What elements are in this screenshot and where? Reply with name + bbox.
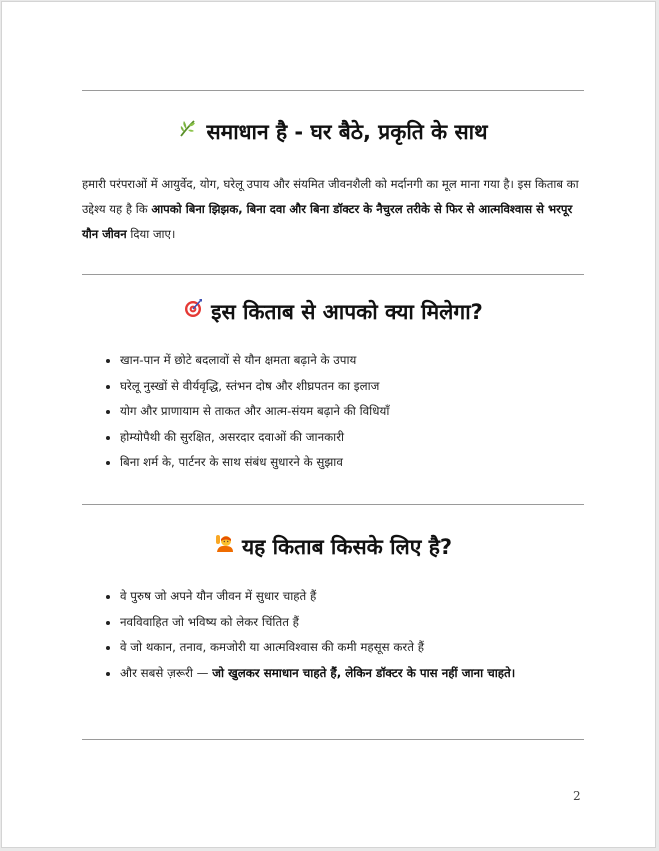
target-icon	[183, 298, 203, 318]
herb-icon	[178, 118, 198, 138]
person-raising-hand-icon	[214, 533, 234, 553]
page-number: 2	[573, 789, 581, 803]
section-heading-solution: समाधान है - घर बैठे, प्रकृति के साथ	[82, 118, 584, 146]
audience-list	[100, 584, 600, 686]
list-item: • घरेलू नुस्खों से वीर्यवृद्धि, स्तंभन दोष और शीघ्रपतन का इलाज	[120, 374, 600, 400]
list-item: • वे पुरुष जो अपने यौन जीवन में सुधार चाहते हैं	[120, 584, 600, 610]
document-page	[1, 1, 656, 848]
list-item: • नवविवाहित जो भविष्य को लेकर चिंतित हैं	[120, 610, 600, 636]
list-item: • खान-पान में छोटे बदलावों से यौन क्षमता बढ़ाने के उपाय	[120, 348, 600, 374]
benefits-list	[100, 348, 600, 476]
horizontal-rule	[82, 504, 584, 505]
list-item: • योग और प्राणायाम से ताकत और आत्म-संयम बढ़ाने की विधियाँ	[120, 399, 600, 425]
horizontal-rule	[82, 90, 584, 91]
list-item: • बिना शर्म के, पार्टनर के साथ संबंध सुधारने के सुझाव	[120, 450, 600, 476]
list-item: • होम्योपैथी की सुरक्षित, असरदार दवाओं की जानकारी	[120, 425, 600, 451]
intro-paragraph: हमारी परंपराओं में आयुर्वेद, योग, घरेलू उपाय और संयमित जीवनशैली को मर्दानगी का मूल माना गया है। इस किताब का उद्देश्य यह है कि आपको बिना झिझक, बिना दवा और बिना डॉक्टर के नैचुरल तरीके से फिर से आत्मविश्वास से भरपूर यौन जीवन दिया जाए।	[82, 177, 579, 241]
section-heading-audience: यह किताब किसके लिए है?	[82, 533, 584, 561]
list-item: • वे जो थकान, तनाव, कमजोरी या आत्मविश्वास की कमी महसूस करते हैं	[120, 635, 600, 661]
horizontal-rule	[82, 274, 584, 275]
section-heading-benefits: इस किताब से आपको क्या मिलेगा?	[82, 298, 584, 326]
horizontal-rule	[82, 739, 584, 740]
list-item: • और सबसे ज़रूरी — जो खुलकर समाधान चाहते हैं, लेकिन डॉक्टर के पास नहीं जाना चाहते।	[120, 661, 600, 687]
